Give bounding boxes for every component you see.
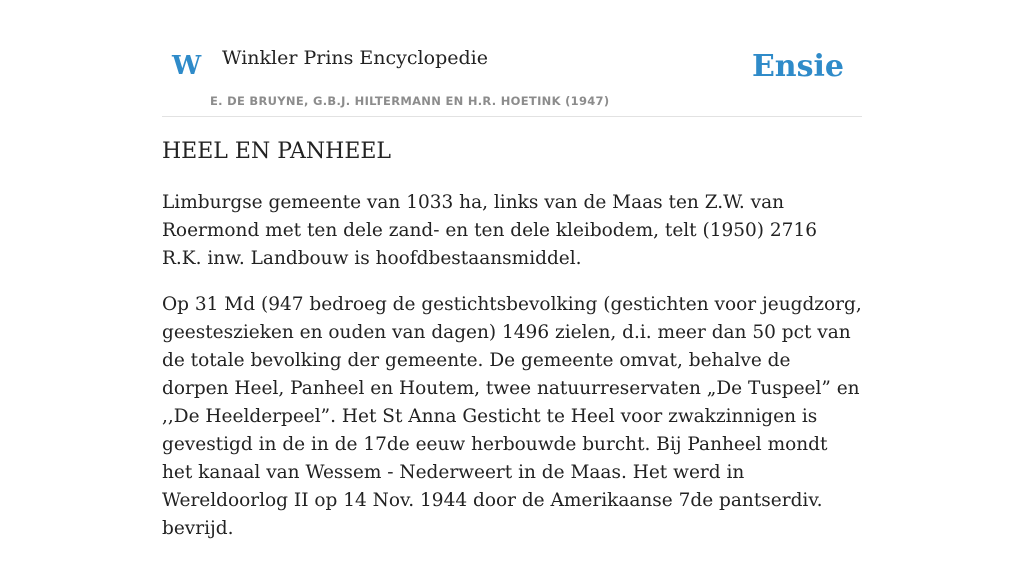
site-header bbox=[162, 0, 862, 117]
winkler-prins-logo[interactable]: W bbox=[172, 51, 202, 81]
ensie-brand-logo[interactable]: Ensie bbox=[751, 49, 844, 84]
publication-authors: E. DE BRUYNE, G.B.J. HILTERMANN EN H.R. HOETINK (1947) bbox=[210, 94, 610, 108]
article-title: HEEL EN PANHEEL bbox=[162, 139, 392, 164]
article-paragraph: Op 31 Md (947 bedroeg de gestichtsbevolking (gestichten voor jeugdzorg, geesteszieken en ouden van dagen) 1496 zielen, d.i. meer dan 50 pct van de totale bevolking der gemeente. De gemeente omvat, behalve de dorpen Heel, Panheel en Houtem, twee natuurreservaten „De Tuspeel” en ,,De Heelderpeel”. Het St Anna Gesticht te Heel voor zwakzinnigen is gevestigd in de in de 17de eeuw herbouwde burcht. Bij Panheel mondt het kanaal van Wessem - Nederweert in de Maas. Het werd in Wereldoorlog II op 14 Nov. 1944 door de Amerikaanse 7de pantserdiv. bevrijd. bbox=[162, 293, 862, 539]
article-paragraph: Limburgse gemeente van 1033 ha, links van de Maas ten Z.W. van Roermond met ten dele zand- en ten dele kleibodem, telt (1950) 2716 R.K. inw. Landbouw is hoofdbestaansmiddel. bbox=[162, 191, 817, 269]
publication-title[interactable]: Winkler Prins Encyclopedie bbox=[222, 47, 488, 69]
article bbox=[162, 138, 862, 561]
